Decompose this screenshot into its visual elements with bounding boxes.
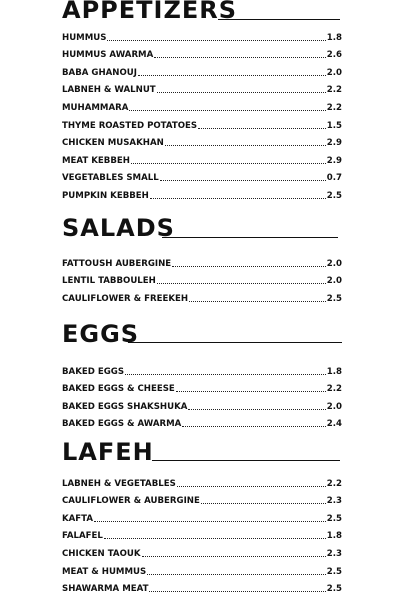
heading-rule — [162, 237, 338, 238]
dot-leader — [157, 92, 326, 93]
dot-leader — [188, 409, 325, 410]
menu-item — [62, 359, 342, 377]
item-price: 2.3 — [326, 548, 342, 559]
menu-item — [62, 148, 342, 166]
section-heading: APPETIZERS — [62, 0, 238, 24]
dot-leader — [129, 110, 325, 111]
dot-leader — [107, 40, 325, 41]
menu-item — [62, 95, 342, 113]
menu-item — [62, 412, 342, 430]
item-price: 2.6 — [326, 50, 342, 61]
menu-item — [62, 183, 342, 201]
menu-item — [62, 78, 342, 96]
item-name: FATTOUSH AUBERGINE — [62, 258, 172, 269]
item-name: BAKED EGGS & AWARMA — [62, 419, 182, 430]
item-name: BAKED EGGS — [62, 366, 125, 377]
item-price: 2.2 — [326, 478, 342, 489]
item-price: 2.2 — [326, 102, 342, 113]
item-name: HUMMUS — [62, 32, 107, 43]
item-price: 2.3 — [326, 496, 342, 507]
dot-leader — [172, 266, 326, 267]
menu-item — [62, 506, 342, 524]
menu-item — [62, 394, 342, 412]
item-name: LENTIL TABBOULEH — [62, 276, 156, 287]
item-name: VEGETABLES SMALL — [62, 173, 159, 184]
dot-leader — [176, 391, 326, 392]
menu-item-list — [62, 251, 342, 304]
dot-leader — [142, 556, 326, 557]
dot-leader — [201, 503, 326, 504]
section-heading: EGGS — [62, 320, 140, 348]
menu-item — [62, 559, 342, 577]
item-price: 1.8 — [326, 531, 342, 542]
dot-leader — [149, 591, 325, 592]
item-name: MUHAMMARA — [62, 102, 129, 113]
menu-item — [62, 166, 342, 184]
item-name: BAKED EGGS & CHEESE — [62, 384, 175, 395]
heading-rule — [152, 460, 340, 461]
item-name: MEAT & HUMMUS — [62, 566, 147, 577]
dot-leader — [154, 57, 326, 58]
item-name: THYME ROASTED POTATOES — [62, 120, 198, 131]
dot-leader — [147, 574, 326, 575]
dot-leader — [94, 521, 326, 522]
dot-leader — [160, 180, 326, 181]
item-name: PUMPKIN KEBBEH — [62, 190, 149, 201]
menu-item — [62, 524, 342, 542]
item-price: 0.7 — [326, 173, 342, 184]
dot-leader — [177, 486, 326, 487]
dot-leader — [131, 163, 326, 164]
item-price: 2.2 — [326, 384, 342, 395]
menu-item — [62, 251, 342, 269]
dot-leader — [125, 374, 326, 375]
menu-item — [62, 541, 342, 559]
menu-item — [62, 60, 342, 78]
menu-item — [62, 269, 342, 287]
heading-rule — [128, 342, 342, 343]
item-name: MEAT KEBBEH — [62, 155, 130, 166]
dot-leader — [165, 145, 326, 146]
item-price: 2.0 — [326, 258, 342, 269]
dot-leader — [138, 75, 326, 76]
menu-item — [62, 377, 342, 395]
section-heading: LAFEH — [62, 438, 154, 466]
item-price: 2.5 — [326, 293, 342, 304]
dot-leader — [150, 198, 326, 199]
menu-item-list — [62, 25, 342, 201]
item-name: CHICKEN MUSAKHAN — [62, 138, 164, 149]
menu-item-list — [62, 471, 342, 594]
menu-item — [62, 113, 342, 131]
item-name: LABNEH & WALNUT — [62, 85, 156, 96]
item-name: FALAFEL — [62, 531, 103, 542]
item-price: 2.4 — [326, 419, 342, 430]
item-name: CAULIFLOWER & FREEKEH — [62, 293, 189, 304]
item-price: 1.8 — [326, 366, 342, 377]
menu-item — [62, 489, 342, 507]
item-price: 2.5 — [326, 513, 342, 524]
item-price: 2.5 — [326, 190, 342, 201]
menu-item — [62, 43, 342, 61]
item-price: 2.0 — [326, 67, 342, 78]
item-name: CAULIFLOWER & AUBERGINE — [62, 496, 200, 507]
menu-item — [62, 577, 342, 595]
menu-item — [62, 471, 342, 489]
item-name: LABNEH & VEGETABLES — [62, 478, 176, 489]
item-price: 2.2 — [326, 85, 342, 96]
menu-item — [62, 25, 342, 43]
section-heading: SALADS — [62, 214, 175, 242]
dot-leader — [198, 128, 326, 129]
item-name: BAKED EGGS SHAKSHUKA — [62, 401, 188, 412]
dot-leader — [157, 283, 326, 284]
dot-leader — [182, 426, 325, 427]
item-price: 2.0 — [326, 401, 342, 412]
item-price: 2.9 — [326, 155, 342, 166]
menu-item — [62, 131, 342, 149]
menu-item — [62, 286, 342, 304]
item-name: BABA GHANOUJ — [62, 67, 137, 78]
item-price: 2.5 — [326, 584, 342, 595]
item-price: 2.5 — [326, 566, 342, 577]
item-name: CHICKEN TAOUK — [62, 548, 141, 559]
item-price: 2.0 — [326, 276, 342, 287]
item-name: KAFTA — [62, 513, 94, 524]
item-price: 1.8 — [326, 32, 342, 43]
item-price: 2.9 — [326, 138, 342, 149]
item-name: SHAWARMA MEAT — [62, 584, 149, 595]
dot-leader — [189, 301, 326, 302]
item-price: 1.5 — [326, 120, 342, 131]
dot-leader — [104, 538, 326, 539]
item-name: HUMMUS AWARMA — [62, 50, 154, 61]
menu-item-list — [62, 359, 342, 429]
heading-rule — [218, 19, 340, 20]
